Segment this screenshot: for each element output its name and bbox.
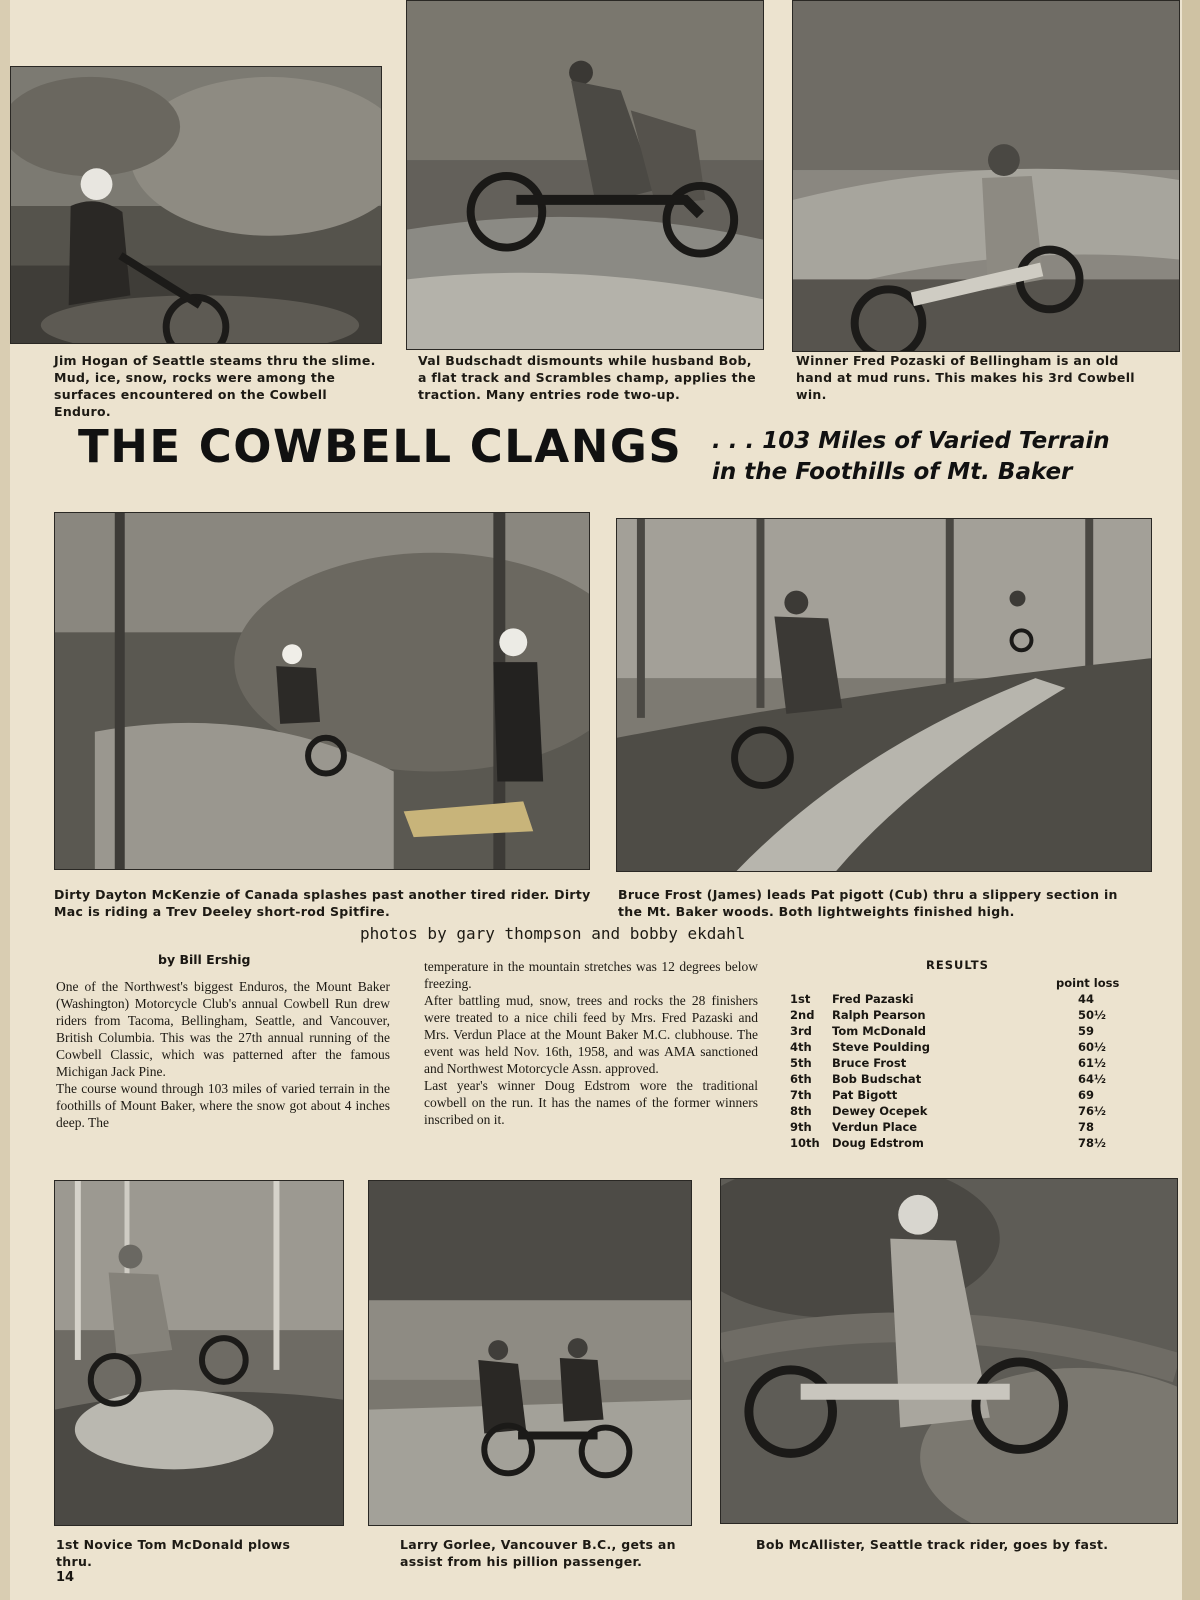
result-points: 78½ [1078,1136,1106,1150]
subhead-line-1: . . . 103 Miles of Varied Terrain [712,428,1110,454]
result-place: 7th [790,1088,812,1102]
photo-dayton-mckenzie [54,512,590,870]
result-place: 8th [790,1104,812,1118]
caption-larry-gorlee: Larry Gorlee, Vancouver B.C., gets an assist from his pillion passenger. [400,1537,676,1569]
result-points: 78 [1078,1120,1095,1134]
result-name: Verdun Place [832,1120,918,1134]
caption-bruce-frost: Bruce Frost (James) leads Pat pigott (Cub) thru a slippery section in the Mt. Baker woods. Both lightweights finished high. [618,887,1118,919]
subhead-line-2: in the Foothills of Mt. Baker [712,459,1073,485]
result-name: Bruce Frost [832,1056,907,1070]
body-paragraph: The course wound through 103 miles of varied terrain in the foothills of Mount Baker, where the snow got about 4 inches deep. The [56,1081,390,1130]
photo-bruce-frost [616,518,1152,872]
caption-tom-mcdonald: 1st Novice Tom McDonald plows thru. [56,1537,291,1569]
result-points: 64½ [1078,1072,1106,1086]
photo-tom-mcdonald [54,1180,344,1526]
result-name: Bob Budschat [832,1072,922,1086]
table-row [790,1072,1130,1088]
photo-fred-pozaski [792,0,1180,352]
table-row [790,1120,1130,1136]
body-paragraph: temperature in the mountain stretches was 12 degrees below freezing. [424,959,758,991]
byline: by Bill Ershig [158,952,251,967]
result-points: 76½ [1078,1104,1106,1118]
caption-bob-mcallister: Bob McAllister, Seattle track rider, goes by fast. [756,1537,1109,1552]
caption-val-budschadt: Val Budschadt dismounts while husband Bob, a flat track and Scrambles champ, applies the traction. Many entries rode two-up. [418,353,756,402]
table-row [790,1088,1130,1104]
result-name: Steve Poulding [832,1040,930,1054]
result-points: 44 [1078,992,1095,1006]
result-place: 3rd [790,1024,812,1038]
table-row [790,1024,1130,1040]
body-column-2 [424,958,758,1128]
photo-credit: photos by gary thompson and bobby ekdahl [360,924,746,943]
result-points: 61½ [1078,1056,1106,1070]
table-row [790,1040,1130,1056]
photo-bob-mcallister [720,1178,1178,1524]
result-name: Dewey Ocepek [832,1104,928,1118]
result-place: 5th [790,1056,812,1070]
caption-fred-pozaski: Winner Fred Pozaski of Bellingham is an old hand at mud runs. This makes his 3rd Cowbell win. [796,353,1135,402]
results-title: RESULTS [926,958,989,972]
result-name: Fred Pazaski [832,992,914,1006]
table-row [790,1056,1130,1072]
result-place: 1st [790,992,811,1006]
body-column-1 [56,978,390,1131]
result-points: 59 [1078,1024,1095,1038]
result-name: Ralph Pearson [832,1008,926,1022]
photo-jim-hogan [10,66,382,344]
result-name: Tom McDonald [832,1024,927,1038]
result-place: 2nd [790,1008,815,1022]
result-points: 69 [1078,1088,1095,1102]
results-column-header: point loss [1056,976,1120,990]
result-points: 50½ [1078,1008,1106,1022]
result-place: 10th [790,1136,820,1150]
article-headline: THE COWBELL CLANGS [78,420,683,473]
result-place: 9th [790,1120,812,1134]
photo-larry-gorlee [368,1180,692,1526]
result-place: 4th [790,1040,812,1054]
result-points: 60½ [1078,1040,1106,1054]
result-name: Pat Bigott [832,1088,898,1102]
table-row [790,1104,1130,1120]
article-subhead [712,426,1110,488]
body-paragraph: After battling mud, snow, trees and rocks the 28 finishers were treated to a nice chili feed by Mrs. Fred Pazaski and Mrs. Verdun Place at the Mount Baker M.C. clubhouse. The event was held Nov. 16th, 1958, and was AMA sanctioned and Northwest Motorcycle Assn. approved. [424,993,758,1076]
photo-val-budschadt [406,0,764,350]
page-number: 14 [56,1570,75,1585]
caption-jim-hogan: Jim Hogan of Seattle steams thru the slime. Mud, ice, snow, rocks were among the surfaces encountered on the Cowbell Enduro. [54,353,376,419]
table-row [790,1136,1130,1152]
table-row [790,992,1130,1008]
result-name: Doug Edstrom [832,1136,924,1150]
result-place: 6th [790,1072,812,1086]
body-paragraph: One of the Northwest's biggest Enduros, the Mount Baker (Washington) Motorcycle Club's annual Cowbell Run drew riders from Tacoma, Bellingham, Seattle, and Vancouver, British Columbia. This was the 27th annual running of the Cowbell Classic, which was patterned after the famous Michigan Jack Pine. [56,979,390,1079]
table-row [790,1008,1130,1024]
body-paragraph: Last year's winner Doug Edstrom wore the traditional cowbell on the run. It has the names of the former winners inscribed on it. [424,1078,758,1127]
caption-dayton-mckenzie: Dirty Dayton McKenzie of Canada splashes past another tired rider. Dirty Mac is riding a Trev Deeley short-rod Spitfire. [54,887,591,919]
